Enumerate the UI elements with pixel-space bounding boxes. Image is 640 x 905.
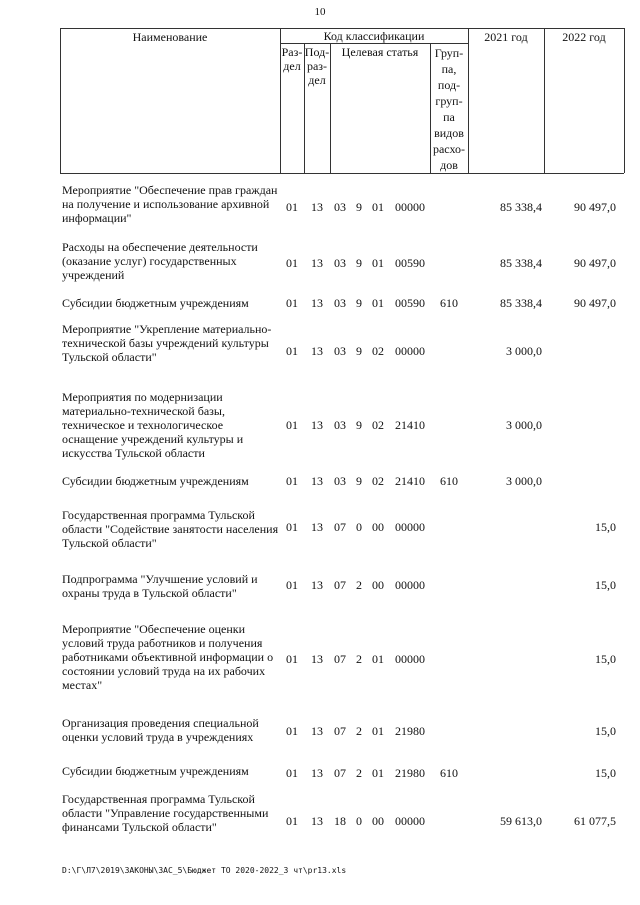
code-c2: 9 xyxy=(356,474,362,488)
code-c1: 03 xyxy=(334,474,346,488)
header-2022: 2022 год xyxy=(562,30,606,44)
code-c4: 21980 xyxy=(395,724,425,738)
header-gruppa: Груп- па, под- груп- па видов расхо- дов xyxy=(432,46,466,172)
code-c4: 00000 xyxy=(395,200,425,214)
code-rz: 01 xyxy=(286,520,298,534)
header-podrazdel: Под- раз- дел xyxy=(304,45,330,87)
code-c2: 2 xyxy=(356,578,362,592)
code-rz: 01 xyxy=(286,296,298,310)
row-name: Мероприятие "Укрепление материально-технической базы учреждений культуры Тульской области" xyxy=(62,322,272,364)
code-c4: 00000 xyxy=(395,578,425,592)
code-c1: 03 xyxy=(334,418,346,432)
code-c3: 01 xyxy=(372,200,384,214)
row-name: Субсидии бюджетным учреждениям xyxy=(62,296,249,310)
code-pr: 13 xyxy=(311,578,323,592)
value-2022: 90 497,0 xyxy=(574,200,616,214)
code-c4: 21410 xyxy=(395,474,425,488)
code-c1: 07 xyxy=(334,652,346,666)
code-c1: 18 xyxy=(334,814,346,828)
row-name: Мероприятие "Обеспечение оценки условий труда работников и получения работниками объективной информации о состоянии условий труда на их рабочих местах" xyxy=(62,622,274,692)
code-c4: 00000 xyxy=(395,652,425,666)
code-rz: 01 xyxy=(286,724,298,738)
code-c3: 00 xyxy=(372,520,384,534)
value-2022: 15,0 xyxy=(595,520,616,534)
value-2021: 3 000,0 xyxy=(506,344,542,358)
code-c4: 21410 xyxy=(395,418,425,432)
code-rz: 01 xyxy=(286,474,298,488)
code-c4: 00000 xyxy=(395,520,425,534)
code-vr: 610 xyxy=(440,296,458,310)
code-c2: 0 xyxy=(356,814,362,828)
code-vr: 610 xyxy=(440,474,458,488)
code-c3: 02 xyxy=(372,418,384,432)
code-c1: 03 xyxy=(334,256,346,270)
code-c1: 07 xyxy=(334,766,346,780)
value-2022: 15,0 xyxy=(595,578,616,592)
header-name: Наименование xyxy=(132,30,208,44)
code-c3: 02 xyxy=(372,474,384,488)
code-rz: 01 xyxy=(286,652,298,666)
code-pr: 13 xyxy=(311,256,323,270)
code-c2: 9 xyxy=(356,344,362,358)
code-pr: 13 xyxy=(311,724,323,738)
code-c4: 00000 xyxy=(395,344,425,358)
code-c4: 00590 xyxy=(395,296,425,310)
header-razdel: Раз- дел xyxy=(281,45,303,73)
code-c1: 03 xyxy=(334,344,346,358)
row-name: Субсидии бюджетным учреждениям xyxy=(62,474,249,488)
header-2021: 2021 год xyxy=(484,30,528,44)
code-rz: 01 xyxy=(286,814,298,828)
value-2022: 15,0 xyxy=(595,724,616,738)
code-rz: 01 xyxy=(286,200,298,214)
code-c2: 2 xyxy=(356,766,362,780)
code-c3: 02 xyxy=(372,344,384,358)
row-name: Расходы на обеспечение деятельности (оказание услуг) государственных учреждений xyxy=(62,240,258,282)
value-2022: 61 077,5 xyxy=(574,814,616,828)
code-pr: 13 xyxy=(311,652,323,666)
code-rz: 01 xyxy=(286,344,298,358)
value-2021: 85 338,4 xyxy=(500,256,542,270)
code-pr: 13 xyxy=(311,520,323,534)
code-pr: 13 xyxy=(311,344,323,358)
row-name: Субсидии бюджетным учреждениям xyxy=(62,764,249,778)
code-c2: 9 xyxy=(356,418,362,432)
code-pr: 13 xyxy=(311,474,323,488)
header-code: Код классификации xyxy=(323,29,425,43)
code-c3: 00 xyxy=(372,578,384,592)
row-name: Мероприятия по модернизации материально-технической базы, техническое и технологическое оснащение учреждений культуры и искусства Тульской области xyxy=(62,390,244,460)
code-pr: 13 xyxy=(311,418,323,432)
row-name: Государственная программа Тульской области "Управление государственными финансами Тульской области" xyxy=(62,792,269,834)
code-c2: 9 xyxy=(356,296,362,310)
file-path-footer: D:\Г\Л7\2019\ЗАКОНЫ\ЗАС_5\Бюджет ТО 2020-2022_3 чт\pr13.xls xyxy=(62,866,347,875)
code-c1: 03 xyxy=(334,200,346,214)
code-c4: 00590 xyxy=(395,256,425,270)
code-c1: 03 xyxy=(334,296,346,310)
code-c2: 2 xyxy=(356,724,362,738)
code-rz: 01 xyxy=(286,256,298,270)
row-name: Государственная программа Тульской области "Содействие занятости населения Тульской области" xyxy=(62,508,279,550)
header-celevaya: Целевая статья xyxy=(341,45,419,59)
value-2021: 3 000,0 xyxy=(506,474,542,488)
value-2022: 90 497,0 xyxy=(574,296,616,310)
code-c3: 01 xyxy=(372,766,384,780)
value-2021: 85 338,4 xyxy=(500,296,542,310)
code-pr: 13 xyxy=(311,766,323,780)
value-2021: 3 000,0 xyxy=(506,418,542,432)
code-c3: 01 xyxy=(372,724,384,738)
value-2022: 90 497,0 xyxy=(574,256,616,270)
value-2021: 59 613,0 xyxy=(500,814,542,828)
code-c3: 01 xyxy=(372,296,384,310)
code-c1: 07 xyxy=(334,520,346,534)
code-vr: 610 xyxy=(440,766,458,780)
row-name: Мероприятие "Обеспечение прав граждан на получение и использование архивной информации" xyxy=(62,183,278,225)
value-2022: 15,0 xyxy=(595,766,616,780)
code-c3: 01 xyxy=(372,652,384,666)
code-c4: 21980 xyxy=(395,766,425,780)
code-c2: 2 xyxy=(356,652,362,666)
row-name: Подпрограмма "Улучшение условий и охраны труда в Тульской области" xyxy=(62,572,258,600)
code-c1: 07 xyxy=(334,578,346,592)
code-rz: 01 xyxy=(286,578,298,592)
page-number: 10 xyxy=(314,6,326,18)
code-c1: 07 xyxy=(334,724,346,738)
value-2021: 85 338,4 xyxy=(500,200,542,214)
code-c4: 00000 xyxy=(395,814,425,828)
code-c3: 01 xyxy=(372,256,384,270)
code-rz: 01 xyxy=(286,418,298,432)
code-c3: 00 xyxy=(372,814,384,828)
code-pr: 13 xyxy=(311,200,323,214)
code-c2: 9 xyxy=(356,256,362,270)
code-pr: 13 xyxy=(311,296,323,310)
code-rz: 01 xyxy=(286,766,298,780)
code-pr: 13 xyxy=(311,814,323,828)
row-name: Организация проведения специальной оценки условий труда в учреждениях xyxy=(62,716,259,744)
value-2022: 15,0 xyxy=(595,652,616,666)
code-c2: 0 xyxy=(356,520,362,534)
code-c2: 9 xyxy=(356,200,362,214)
